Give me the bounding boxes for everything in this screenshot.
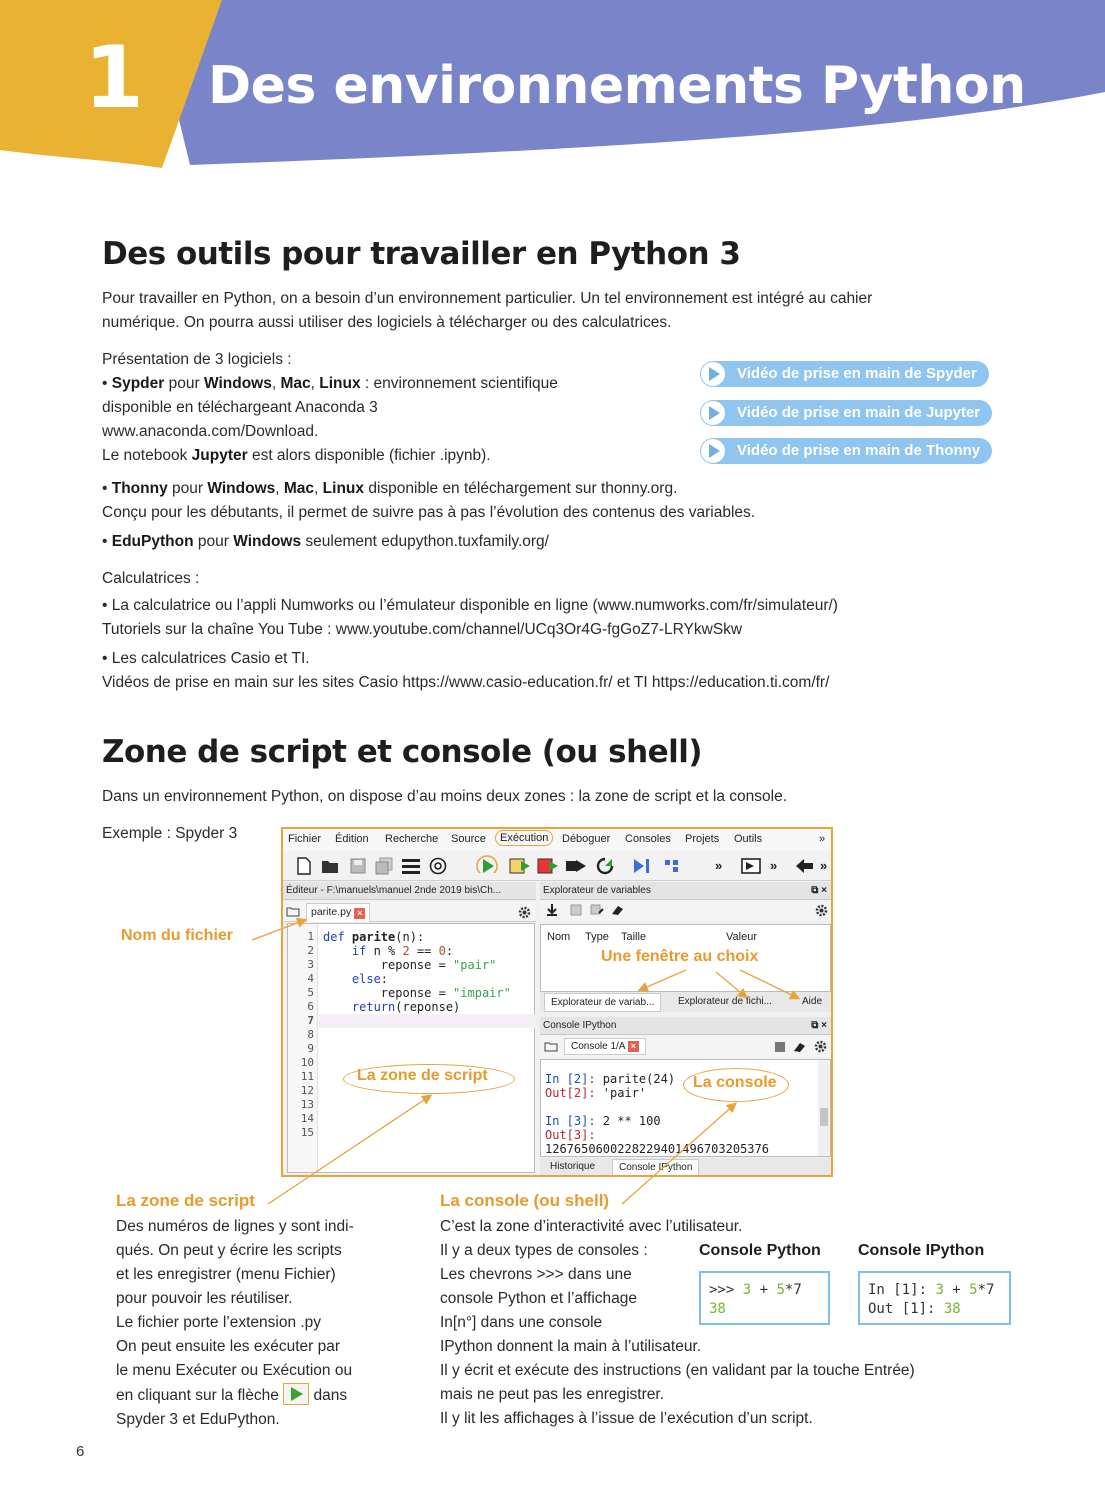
tab-history[interactable]: Historique	[550, 1161, 596, 1172]
toolbar-more[interactable]: »	[715, 858, 723, 873]
menu-consoles[interactable]: Consoles	[625, 833, 671, 845]
col-type[interactable]: Type	[585, 931, 609, 943]
code-text: def parite(n): if n % 2 == 0: reponse = "pair" else: reponse = "impair" return(reponse)	[323, 930, 511, 1014]
video-jupyter-button[interactable]: Vidéo de prise en main de Jupyter	[700, 400, 992, 426]
intro-line: Pour travailler en Python, on a besoin d’un environnement particulier. Un tel environnement est intégré au cahier	[102, 290, 873, 307]
software-list	[102, 348, 558, 468]
chapter-title: Des environnements Python	[208, 56, 1026, 116]
pane-close-icon[interactable]: ⧉ ×	[811, 1020, 827, 1031]
editor-tab-parite[interactable]: parite.py ×	[306, 903, 370, 922]
annotation-file-name: Nom du fichier	[121, 927, 234, 944]
section2-intro: Dans un environnement Python, on dispose d’au moins deux zones : la zone de script et la console.	[102, 788, 787, 805]
col-valeur[interactable]: Valeur	[726, 931, 757, 943]
console-heading: La console (ou shell)	[440, 1191, 610, 1210]
console-tab[interactable]: Console 1/A ×	[564, 1038, 646, 1055]
edupython-item: • EduPython pour Windows seulement edupython.tuxfamily.org/	[102, 533, 549, 550]
line-number: 2	[307, 944, 314, 957]
jupyter-line: Le notebook Jupyter est alors disponible (fichier .ipynb).	[102, 447, 491, 464]
spyder-item: • Sypder pour Windows, Mac, Linux : environnement scientifique	[102, 375, 558, 392]
video-thonny-button[interactable]: Vidéo de prise en main de Thonny	[700, 438, 992, 464]
play-icon	[701, 439, 725, 463]
example-label: Exemple : Spyder 3	[102, 825, 238, 842]
python-console-example: >>> 3 + 5*7 38	[699, 1271, 830, 1325]
line-number: 9	[307, 1042, 314, 1055]
section-title-script-console: Zone de script et console (ou shell)	[102, 734, 703, 770]
menu-deboguer[interactable]: Déboguer	[562, 833, 611, 845]
line-number: 11	[300, 1070, 314, 1083]
toolbar-more-3[interactable]: »	[820, 858, 828, 873]
script-zone-text: Des numéros de lignes y sont indi- qués. On peut y écrire les scripts et les enregistrer (menu Fichier) pour pouvoir les réutiliser. Le fichier porte l’extension .py On peut ensuite les exécuter par le menu Exécuter ou Exécution ou en cliquant sur la flèche dans Spyder 3 et EduPython.	[116, 1218, 354, 1428]
thonny-line2: Conçu pour les débutants, il permet de suivre pas à pas l’évolution des contenus des variables.	[102, 504, 756, 521]
play-icon	[701, 401, 725, 425]
variable-explorer-title: Explorateur de variables ⧉ ×	[540, 882, 831, 900]
line-number: 6	[307, 1000, 314, 1013]
tab-file-explorer[interactable]: Explorateur de fichi...	[678, 996, 772, 1007]
menu-edition[interactable]: Édition	[335, 833, 369, 845]
toolbar-more-2[interactable]: »	[770, 858, 778, 873]
menu-more[interactable]: »	[819, 833, 826, 845]
annotation-console: La console	[693, 1074, 777, 1091]
console-title: Console IPython ⧉ ×	[540, 1017, 831, 1035]
line-number: 3	[307, 958, 314, 971]
console-text-left: C’est la zone d’interactivité avec l’utilisateur. Il y a deux types de consoles : Les chevrons >>> dans une console Python et l’affichage In[n°] dans une console IPython donnent la main à l’utilisateur. Il y écrit et exécute des instructions (en validant par la touche Entrée) mais ne peut pas les enregistrer. Il y lit les affichages à l’issue de l’exécution d’un script.	[440, 1218, 915, 1427]
line-number: 12	[300, 1084, 314, 1097]
section-title-tools: Des outils pour travailler en Python 3	[102, 236, 741, 272]
line-number: 5	[307, 986, 314, 999]
editor-title: Éditeur - F:\manuels\manuel 2nde 2019 bis\Ch...	[283, 882, 536, 900]
software-heading: Présentation de 3 logiciels :	[102, 351, 292, 368]
tab-variable-explorer[interactable]: Explorateur de variab...	[544, 993, 661, 1012]
section1-intro	[102, 287, 872, 335]
close-tab-icon[interactable]: ×	[354, 908, 365, 919]
script-zone-heading: La zone de script	[116, 1191, 255, 1210]
page-number: 6	[76, 1443, 85, 1460]
menu-projets[interactable]: Projets	[685, 833, 720, 845]
line-number: 7	[307, 1014, 314, 1027]
menu-execution[interactable]: Exécution	[495, 830, 553, 846]
col-nom[interactable]: Nom	[547, 931, 571, 943]
annotation-arrows	[0, 820, 1105, 1220]
ipython-console-example: In [1]: 3 + 5*7 Out [1]: 38	[858, 1271, 1011, 1325]
col-taille[interactable]: Taille	[621, 931, 647, 943]
calculators-heading: Calculatrices :	[102, 570, 200, 587]
ipython-console-label: Console IPython	[858, 1242, 985, 1259]
video-spyder-button[interactable]: Vidéo de prise en main de Spyder	[700, 361, 989, 387]
chapter-number: 1	[84, 28, 144, 128]
play-icon	[701, 362, 725, 386]
console-output[interactable]: In [2]: parite(24) Out[2]: 'pair' In [3]: 2 ** 100 Out[3]: 1267650600228229401496703205376	[540, 1059, 831, 1157]
menu-fichier[interactable]: Fichier	[288, 833, 322, 845]
menu-outils[interactable]: Outils	[734, 833, 763, 845]
line-number: 13	[300, 1098, 314, 1111]
annotation-script-zone: La zone de script	[357, 1067, 488, 1084]
line-number: 8	[307, 1028, 314, 1041]
menu-recherche[interactable]: Recherche	[385, 833, 439, 845]
tab-ipython-console[interactable]: Console IPython	[612, 1159, 699, 1176]
close-tab-icon[interactable]: ×	[628, 1041, 639, 1052]
pane-close-icon[interactable]: ⧉ ×	[811, 885, 827, 896]
line-number: 4	[307, 972, 314, 985]
annotation-window-choice: Une fenêtre au choix	[601, 948, 759, 965]
intro-line: numérique. On pourra aussi utiliser des logiciels à télécharger ou des calculatrices.	[102, 314, 672, 331]
line-number: 1	[307, 930, 314, 943]
line-number: 15	[300, 1126, 314, 1139]
calculators-list: • La calculatrice ou l’appli Numworks ou l’émulateur disponible en ligne (www.numworks.com/fr/simulateur/) Tutoriels sur la chaîne You Tube : www.youtube.com/channel/UCq3Or4G-fgGoZ7-LRYkwSkw • Les calculatrices Casio et TI. Vidéos de prise en main sur les sites Casio https://www.casio-education.fr/ et TI https://education.ti.com/fr/	[102, 597, 838, 691]
line-number: 10	[300, 1056, 314, 1069]
python-console-label: Console Python	[699, 1242, 821, 1259]
line-number: 14	[300, 1112, 314, 1125]
spyder-line3: www.anaconda.com/Download.	[102, 423, 319, 440]
tab-help[interactable]: Aide	[802, 996, 823, 1007]
thonny-item: • Thonny pour Windows, Mac, Linux disponible en téléchargement sur thonny.org. Conçu pour les débutants, il permet de suivre pas à pas l’évolution des contenus des variables.	[102, 477, 755, 525]
spyder-line2: disponible en téléchargeant Anaconda 3	[102, 399, 378, 416]
menu-source[interactable]: Source	[451, 833, 486, 845]
run-arrow-icon	[283, 1383, 309, 1405]
